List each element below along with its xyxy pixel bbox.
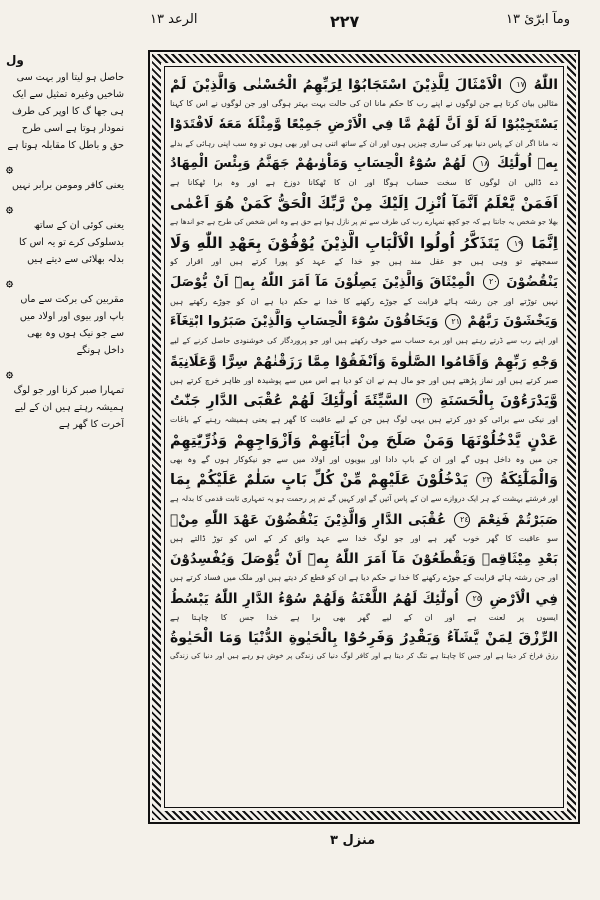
surah-name: الرعد ١٣ — [150, 12, 198, 27]
note-marker: ۞ — [6, 201, 14, 215]
verse-number-marker: ٢٥ — [466, 591, 482, 607]
verse-line — [170, 309, 558, 349]
arabic-text: اللّٰهُ ١٧ الْاَمْثَالَ لِلَّذِيْنَ اسْتَجَابُوْا لِرَبِّهِمُ الْحُسْنٰى وَالَّذِيْنَ لَمْ — [170, 77, 558, 93]
urdu-translation: دے ڈالیں ان لوگوں کا سخت حساب ہوگا اور ان کا ٹھکانا دوزخ ہے اور وہ برا ٹھکانا ہے — [170, 178, 558, 187]
note-text: حاصل ہو لیتا اور بہت سی شاخیں وغیرہ تمثیل سے ایک ہی جھا گ کا اوپر کی طرف نمودار ہوتا ہے اسی طرح حق و باطل کا مقابلہ ہوتا ہے — [7, 72, 124, 151]
arabic-text: يَنْقُضُوْنَ ٢٠ الْمِيْثَاقَ وَالَّذِيْنَ يَصِلُوْنَ مَآ اَمَرَ اللّٰهُ بِهٖٓ اَنْ يُّوْصَلَ — [170, 274, 558, 290]
arabic-text: وَّيَدْرَءُوْنَ بِالْحَسَنَةِ ٢٢ السَّيِّئَةَ اُولٰٓئِكَ لَهُمْ عُقْبَى الدَّارِ جَنّٰتُ — [170, 393, 558, 409]
verse-line — [170, 467, 558, 507]
verse-line — [170, 546, 558, 586]
verse-line — [170, 230, 558, 270]
page-header — [150, 12, 570, 40]
arabic-text: يَسْتَجِيْبُوْا لَهٗ لَوْ اَنَّ لَهُمْ مَّا فِي الْاَرْضِ جَمِيْعًا وَّمِثْلَهٗ مَعَهٗ لَافْتَدَوْا — [170, 116, 558, 132]
verse-line — [170, 625, 558, 665]
page-number: ٢٢٧ — [330, 12, 360, 31]
arabic-text: وَالْمَلٰٓئِكَةُ ٢٣ يَدْخُلُوْنَ عَلَيْهِمْ مِّنْ كُلِّ بَابٍ سَلٰمٌ عَلَيْكُمْ بِمَا — [170, 472, 558, 488]
note-marker: ۞ — [6, 366, 14, 380]
commentary-note — [6, 200, 124, 268]
commentary-note — [6, 52, 124, 154]
note-text: تمہارا صبر کرنا اور جو لوگ ہمیشہ رہتے ہیں ان کے لیے آخرت کا گھر ہے — [13, 385, 124, 430]
urdu-translation: صبر کرتے ہیں اور نماز پڑھتے ہیں اور جو مال ہم نے ان کو دیا ہے اس میں سے پوشیدہ اور ظاہر خرچ کرتے ہیں — [170, 375, 558, 385]
arabic-text: وَيَخْشَوْنَ رَبَّهُمْ ٢١ وَيَخَافُوْنَ سُوْٓءَ الْحِسَابِ وَالَّذِيْنَ صَبَرُوا ابْتِغَآءَ — [170, 314, 558, 329]
verse-number-marker: ٢٣ — [476, 472, 492, 488]
arabic-text: عَدْنٍ يَّدْخُلُوْنَهَا وَمَنْ صَلَحَ مِنْ اٰبَآئِهِمْ وَاَزْوَاجِهِمْ وَذُرِّيّٰتِهِمْ — [170, 432, 558, 449]
verse-number-marker: ٢١ — [445, 314, 461, 330]
arabic-text: اِنَّمَا ١٩ يَتَذَكَّرُ اُولُوا الْاَلْبَابِ الَّذِيْنَ يُوْفُوْنَ بِعَهْدِ اللّٰهِ وَلَا — [170, 234, 558, 252]
note-marker: ۞ — [6, 275, 14, 289]
urdu-translation: مثالیں بیان کرتا ہے جن لوگوں نے اپنے رب کا حکم مانا ان کی حالت بہت بہتر ہوگی اور جن لوگوں نے اس کا کہنا — [170, 99, 558, 108]
urdu-translation: رزق فراخ کر دیتا ہے اور جس کا چاہتا ہے تنگ کر دیتا ہے اور کافر لوگ دنیا کی زندگی پر خوش ہو رہے ہیں اور دنیا کی زندگی — [170, 652, 558, 660]
urdu-translation: اور فرشتے بہشت کے ہر ایک دروازے سے ان کے پاس آئیں گے اور کہیں گے تم پر رحمت ہو یہ تمہاری ثابت قدمی کا بدلہ ہے — [170, 494, 558, 503]
commentary-note — [6, 160, 124, 194]
note-text: یعنی کافر ومومن برابر نہیں — [11, 180, 124, 191]
urdu-translation: ایسوں پر لعنت ہے اور ان کے لیے گھر بھی برا ہے خدا جس کا چاہتا ہے — [170, 612, 558, 622]
arabic-text: صَبَرْتُمْ فَنِعْمَ ٢٤ عُقْبَى الدَّارِ وَالَّذِيْنَ يَنْقُضُوْنَ عَهْدَ اللّٰهِ مِنْۢ — [170, 511, 558, 528]
verse-number-marker: ٢٢ — [416, 393, 432, 409]
verse-line — [170, 72, 558, 112]
verse-line — [170, 270, 558, 310]
verse-line — [170, 586, 558, 626]
urdu-translation: اور نیکی سے برائی کو دور کرتے ہیں یہی لوگ ہیں جن کے لیے عاقبت کا گھر ہے یعنی ہمیشہ رہنے کے باغات — [170, 415, 558, 424]
urdu-translation: بھلا جو شخص یہ جانتا ہے کہ جو کچھ تمہارے رب کی طرف سے تم پر نازل ہوا ہے حق ہے وہ اس شخص کی طرح ہے جو اندھا ہے — [170, 217, 558, 226]
arabic-text: بِهٖ اُولٰٓئِكَ ١٨ لَهُمْ سُوْٓءُ الْحِسَابِ وَمَاْوٰىهُمْ جَهَنَّمُ وَبِئْسَ الْمِهَادُ — [170, 156, 558, 171]
verse-number-marker: ٢٤ — [454, 512, 470, 528]
verse-line — [170, 428, 558, 468]
urdu-translation: نہیں توڑتے اور جن رشتہ ہائے قرابت کے جوڑے رکھنے کا خدا نے حکم دیا ہے ان کو جوڑے رکھتے ہیں — [170, 296, 558, 306]
arabic-text: الرِّزْقَ لِمَنْ يَّشَآءُ وَيَقْدِرُ وَفَرِحُوْا بِالْحَيٰوةِ الدُّنْيَا وَمَا الْحَيٰوةُ — [170, 630, 558, 646]
verse-line — [170, 112, 558, 152]
note-marker: ۞ — [6, 161, 14, 175]
verse-line — [170, 507, 558, 547]
note-text: مقربین کی برکت سے ماں باپ اور بیوی اور اولاد میں سے جو نیک ہوں وہ بھی داخل ہونگے — [19, 294, 124, 356]
commentary-column — [6, 52, 124, 832]
urdu-translation: نہ مانا اگر ان کے پاس دنیا بھر کی ساری چیزیں ہوں اور ان کے ساتھ اتنی ہی اور بھی ہوں تو وہ سب اپنی رہائی کے بدلے — [170, 138, 558, 148]
commentary-note — [6, 365, 124, 433]
verse-number-marker: ٢٠ — [483, 274, 499, 290]
urdu-translation: جن میں وہ داخل ہوں گے اور ان کے باپ دادا اور بیویوں اور اولاد میں سے جو نیکوکار ہوں گے وہ بھی — [170, 454, 558, 464]
verse-line — [170, 151, 558, 191]
verse-text-block — [170, 72, 558, 802]
verse-line — [170, 388, 558, 428]
note-marker: ول — [6, 53, 24, 67]
para-name: ومآ ابرّئ ١٣ — [505, 12, 570, 27]
commentary-note — [6, 274, 124, 359]
arabic-text: بَعْدِ مِيْثَاقِهٖ وَيَقْطَعُوْنَ مَآ اَمَرَ اللّٰهُ بِهٖٓ اَنْ يُّوْصَلَ وَيُفْسِدُوْنَ — [170, 551, 558, 567]
arabic-text: وَجْهِ رَبِّهِمْ وَاَقَامُوا الصَّلٰوةَ وَاَنْفَقُوْا مِمَّا رَزَقْنٰهُمْ سِرًّا وَّعَلَانِيَةً — [170, 353, 558, 370]
manzil-footer: منزل ٣ — [330, 833, 376, 848]
verse-line — [170, 191, 558, 231]
verse-number-marker: ١٩ — [507, 236, 523, 252]
note-text: یعنی کوئی ان کے ساتھ بدسلوکی کرے تو یہ اس کا بدلہ بھلائی سے دیتے ہیں — [19, 220, 124, 265]
verse-number-marker: ١٧ — [510, 77, 526, 93]
verse-line — [170, 349, 558, 389]
urdu-translation: سو عاقبت کا گھر خوب گھر ہے اور جو لوگ خدا سے عہد واثق کر کے اس کو توڑ ڈالتے ہیں — [170, 533, 558, 543]
arabic-text: فِي الْاَرْضِ ٢٥ اُولٰٓئِكَ لَهُمُ اللَّعْنَةُ وَلَهُمْ سُوْٓءُ الدَّارِ اللّٰهُ يَبْسُطُ — [170, 590, 558, 607]
arabic-text: اَفَمَنْ يَّعْلَمُ اَنَّمَآ اُنْزِلَ اِلَيْكَ مِنْ رَّبِّكَ الْحَقُّ كَمَنْ هُوَ اَعْمٰى — [170, 195, 558, 212]
urdu-translation: اور اپنے رب سے ڈرتے رہتے ہیں اور برے حساب سے خوف رکھتے ہیں اور جو پروردگار کی خوشنودی حاصل کرنے کے لیے — [170, 336, 558, 345]
urdu-translation: سمجھتے تو وہی ہیں جو عقل مند ہیں جو خدا کے عہد کو پورا کرتے ہیں اور اقرار کو — [170, 257, 558, 266]
urdu-translation: اور جن رشتہ ہائے قرابت کے جوڑے رکھنے کا خدا نے حکم دیا ہے ان کو قطع کر دیتے ہیں اور ملک میں فساد کرتے ہیں — [170, 573, 558, 582]
verse-number-marker: ١٨ — [473, 156, 489, 172]
